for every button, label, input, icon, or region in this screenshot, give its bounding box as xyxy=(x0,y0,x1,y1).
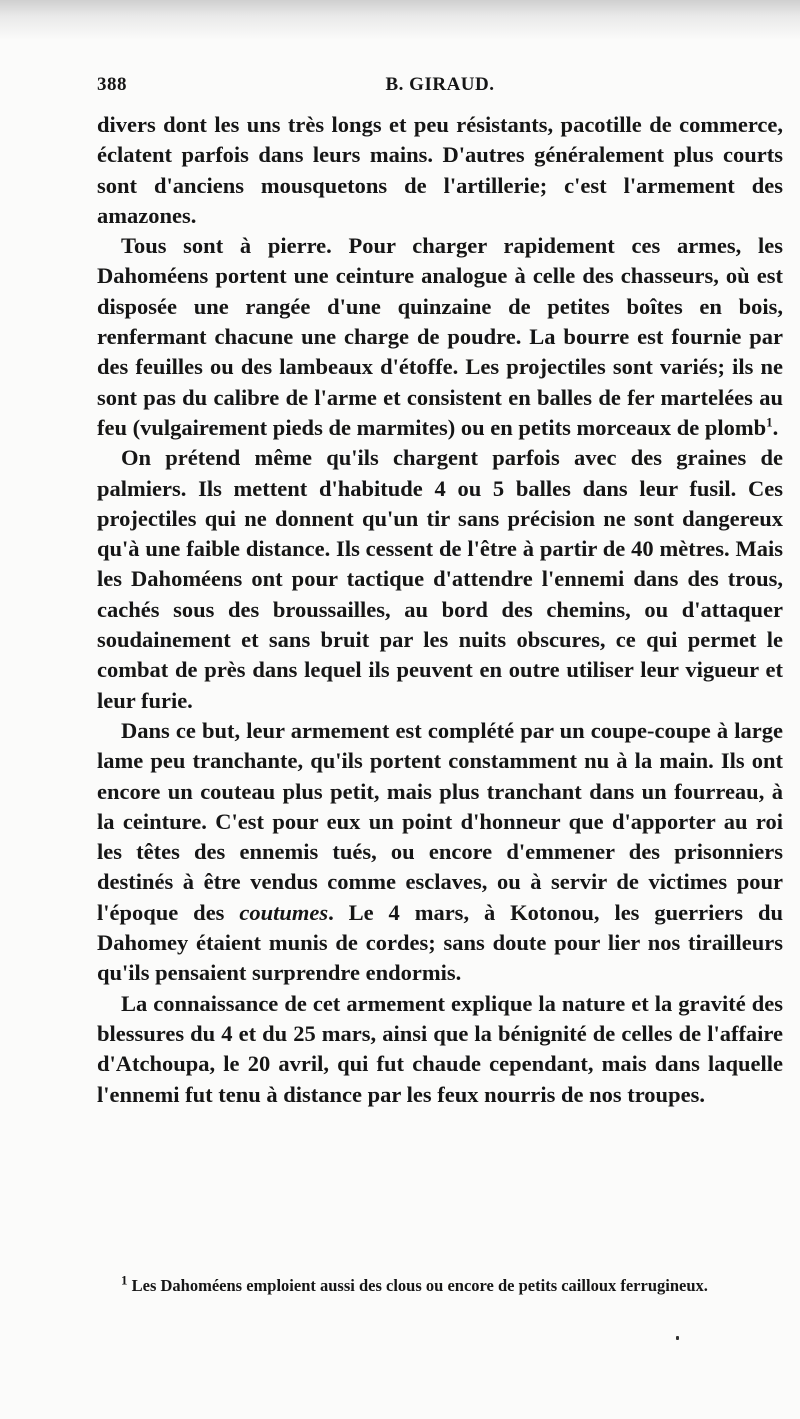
paragraph xyxy=(97,443,783,716)
running-header xyxy=(97,74,783,104)
body-text xyxy=(97,110,783,1110)
paragraph xyxy=(97,716,783,989)
paragraph-text: . xyxy=(772,414,779,440)
footnote xyxy=(97,1272,783,1297)
paragraph xyxy=(97,110,783,231)
paragraph-text: Dans ce but, leur armement est complété par un coupe-coupe à large lame peu tranchante, qu'ils portent constamment nu à la main. Ils ont encore un couteau plus petit, mais plus tranchant dans un fourreau, à la ceinture. C'est pour eux un point d'honneur que d'apporter au roi les têtes des ennemis tués, ou encore d'emmener des prisonniers destinés à être vendus comme esclaves, ou à servir de victimes pour l'époque des xyxy=(97,717,783,925)
italic-term: coutumes xyxy=(239,899,329,925)
paragraph-text: divers dont les uns très longs et peu résistants, pacotille de commerce, éclatent parfois dans leurs mains. D'autres généralement plus courts sont d'anciens mousquetons de l'artillerie; c'est l'armement des amazones. xyxy=(97,112,783,228)
paragraph xyxy=(97,231,783,443)
scan-edge-shadow xyxy=(0,0,800,40)
running-title: B. GIRAUD. xyxy=(385,74,495,95)
footnote-text: Les Dahoméens emploient aussi des clous ou encore de petits cailloux ferrugineux. xyxy=(127,1276,708,1295)
paragraph xyxy=(97,989,783,1110)
paragraph-text: La connaissance de cet armement explique la nature et la gravité des blessures du 4 et du 25 mars, ainsi que la bénignité de celles de l'affaire d'Atchoupa, le 20 avril, qui fut chaude cependant, mais dans laquelle l'ennemi fut tenu à distance par les feux nourris de nos troupes. xyxy=(97,990,783,1107)
paragraph-text: Tous sont à pierre. Pour charger rapidement ces armes, les Dahoméens portent une ceinture analogue à celle des chasseurs, où est disposée une rangée d'une quinzaine de petites boîtes en bois, renfermant chacune une charge de poudre. La bourre est fournie par des feuilles ou des lambeaux d'étoffe. Les projectiles sont variés; ils ne sont pas du calibre de l'arme et consistent en balles de fer martelées au feu (vulgairement pieds de marmites) ou en petits morceaux de plomb xyxy=(97,233,783,440)
page-number: 388 xyxy=(97,74,127,95)
paragraph-text: . Le 4 mars, à Kotonou, les guerriers du Dahomey étaient munis de cordes; sans doute pour lier nos tirailleurs qu'ils pensaient surprendre endormis. xyxy=(97,899,783,986)
scan-speck xyxy=(676,1336,679,1340)
footnote-marker: 1 xyxy=(121,1272,128,1288)
paragraph-text: On prétend même qu'ils chargent parfois avec des graines de palmiers. Ils mettent d'habitude 4 ou 5 balles dans leur fusil. Ces projectiles qui ne donnent qu'un tir sans précision ne sont dangereux qu'à une faible distance. Ils cessent de l'être à partir de 40 mètres. Mais les Dahoméens ont pour tactique d'attendre l'ennemi dans des trous, cachés sous des broussailles, au bord des chemins, ou d'attaquer soudainement et sans bruit par les nuits obscures, ce qui permet le combat de près dans lequel ils peuvent en outre utiliser leur vigueur et leur furie. xyxy=(97,445,783,713)
footnote-reference: 1 xyxy=(766,414,773,430)
